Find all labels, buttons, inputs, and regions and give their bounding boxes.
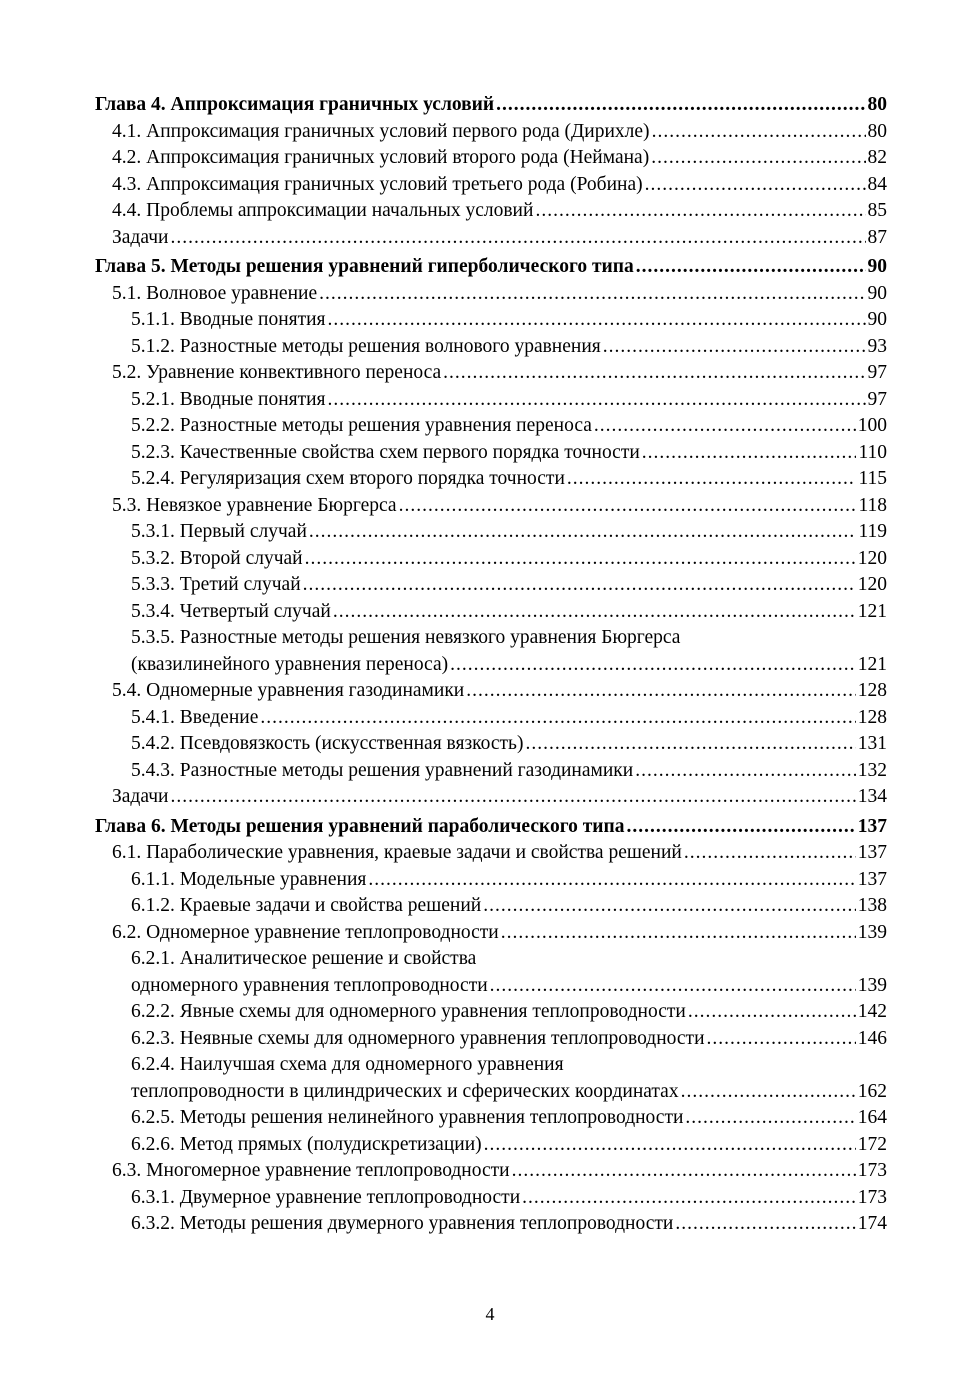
toc-chapter-entry[interactable] (95, 814, 887, 841)
toc-entry-title: 4.1. Аппроксимация граничных условий первого рода (Дирихле) (112, 120, 650, 142)
toc-entry-page: 110 (858, 441, 887, 463)
toc-entry-page: 82 (867, 147, 887, 168)
toc-entry-title: 6.1.1. Модельные уравнения (131, 868, 367, 890)
toc-entry[interactable] (95, 119, 887, 146)
toc-entry[interactable] (95, 1079, 887, 1106)
toc-entry[interactable] (95, 413, 887, 440)
toc-entry-title: 5.2. Уравнение конвективного переноса (112, 362, 442, 383)
toc-entry[interactable] (95, 360, 887, 387)
toc-entry-page: 146 (857, 1027, 887, 1049)
toc-entry-title: 5.3.2. Второй случай (131, 547, 303, 569)
dot-leader (567, 466, 857, 493)
toc-entry-page: 173 (857, 1160, 887, 1181)
toc-entry-title: 4.3. Аппроксимация граничных условий третьего рода (Робина) (112, 173, 643, 195)
dot-leader (483, 893, 856, 920)
toc-entry[interactable] (95, 198, 887, 225)
toc-entry[interactable] (95, 572, 887, 599)
toc-entry-title: 5.4.1. Введение (131, 706, 259, 728)
toc-entry-page: 80 (867, 94, 887, 115)
toc-entry-title: 5.1.1. Вводные понятия (131, 309, 326, 330)
toc-chapter-entry[interactable] (95, 92, 887, 119)
toc-entry-title: Задачи (112, 786, 169, 807)
toc-entry-title: 6.2.6. Метод прямых (полудискретизации) (131, 1133, 482, 1155)
toc-entry-page: 87 (867, 226, 887, 248)
toc-entry-page: 121 (857, 653, 887, 675)
dot-leader (260, 705, 855, 732)
page-number: 4 (485, 1304, 495, 1324)
toc-entry-page: 120 (857, 547, 887, 569)
toc-entry-page: 93 (867, 335, 887, 357)
toc-entry[interactable] (95, 840, 887, 867)
toc-entry-title: Глава 4. Аппроксимация граничных условий (95, 94, 495, 115)
toc-entry[interactable] (95, 999, 887, 1026)
toc-entry-title: 6.2.2. Явные схемы для одномерного уравнения теплопроводности (131, 1001, 686, 1022)
dot-leader (627, 814, 856, 841)
toc-entry[interactable] (95, 493, 887, 520)
toc-entry-page: 132 (857, 759, 887, 781)
dot-leader (636, 254, 866, 281)
dot-leader (685, 1105, 855, 1132)
toc-entry-title: 5.4.2. Псевдовязкость (искусственная вязкость) (131, 733, 524, 754)
dot-leader (603, 334, 866, 361)
toc-entry-page: 97 (867, 362, 887, 383)
table-of-contents (95, 92, 887, 1238)
toc-entry[interactable] (95, 1052, 887, 1079)
toc-entry[interactable] (95, 466, 887, 493)
toc-entry[interactable] (95, 1105, 887, 1132)
toc-entry-page: 142 (857, 1001, 887, 1022)
toc-entry-title: 4.4. Проблемы аппроксимации начальных условий (112, 200, 534, 221)
toc-entry-page: 173 (857, 1186, 887, 1208)
toc-entry-page: 162 (857, 1080, 887, 1102)
toc-entry-page: 100 (857, 415, 887, 436)
toc-entry[interactable] (95, 946, 887, 973)
toc-entry[interactable] (95, 625, 887, 652)
toc-entry-title: 6.3.2. Методы решения двумерного уравнения теплопроводности (131, 1213, 674, 1234)
toc-entry-page: 139 (857, 974, 887, 996)
toc-entry-page: 174 (857, 1213, 887, 1234)
toc-entry-page: 139 (857, 921, 887, 943)
toc-entry[interactable] (95, 440, 887, 467)
toc-entry[interactable] (95, 387, 887, 414)
toc-entry[interactable] (95, 334, 887, 361)
toc-entry-title: 6.3. Многомерное уравнение теплопроводности (112, 1160, 510, 1181)
toc-entry-page: 137 (857, 842, 887, 863)
toc-entry[interactable] (95, 973, 887, 1000)
toc-entry-title: 5.3.5. Разностные методы решения невязкого уравнения Бюргерса (131, 627, 681, 648)
toc-entry[interactable] (95, 1158, 887, 1185)
toc-entry-title: 5.3.3. Третий случай (131, 574, 301, 595)
toc-entry-title: 4.2. Аппроксимация граничных условий второго рода (Неймана) (112, 147, 650, 168)
toc-entry[interactable] (95, 758, 887, 785)
toc-entry-page: 128 (857, 706, 887, 728)
dot-leader (328, 307, 866, 334)
toc-entry-title: 5.2.2. Разностные методы решения уравнения переноса (131, 415, 592, 436)
toc-entry-title: 6.1. Параболические уравнения, краевые задачи и свойства решений (112, 842, 682, 863)
dot-leader (522, 1185, 856, 1212)
toc-entry-page: 80 (867, 120, 887, 142)
toc-entry-title: 6.2. Одномерное уравнение теплопроводности (112, 921, 499, 943)
toc-entry-title: 6.2.4. Наилучшая схема для одномерного уравнения (131, 1054, 564, 1075)
dot-leader (368, 867, 855, 894)
toc-entry[interactable] (95, 920, 887, 947)
dot-leader (484, 1132, 856, 1159)
dot-leader (535, 198, 865, 225)
dot-leader (399, 493, 857, 520)
toc-entry[interactable] (95, 731, 887, 758)
dot-leader (512, 1158, 856, 1185)
toc-entry[interactable] (95, 307, 887, 334)
toc-entry-title: 6.2.3. Неявные схемы для одномерного уравнения теплопроводности (131, 1027, 705, 1049)
toc-entry-page: 85 (867, 200, 887, 221)
toc-entry[interactable] (95, 1211, 887, 1238)
toc-entry[interactable] (95, 705, 887, 732)
toc-entry-title: 5.1.2. Разностные методы решения волнового уравнения (131, 335, 601, 357)
dot-leader (707, 1026, 856, 1053)
toc-entry-page: 137 (857, 815, 887, 837)
dot-leader (309, 519, 857, 546)
toc-entry-page: 119 (858, 521, 887, 542)
toc-entry-title: 5.3.4. Четвертый случай (131, 600, 331, 622)
dot-leader (501, 920, 856, 947)
toc-entry-title: 5.1. Волновое уравнение (112, 282, 318, 304)
dot-leader (635, 758, 856, 785)
dot-leader (645, 172, 866, 199)
toc-entry-page: 97 (867, 388, 887, 410)
dot-leader (496, 92, 865, 119)
dot-leader (652, 119, 866, 146)
toc-entry-title: 6.2.5. Методы решения нелинейного уравнения теплопроводности (131, 1107, 684, 1128)
toc-entry-page: 128 (857, 680, 887, 701)
toc-entry-page: 134 (857, 786, 887, 807)
dot-leader (651, 145, 865, 172)
toc-entry-title: 5.3. Невязкое уравнение Бюргерса (112, 494, 397, 516)
toc-entry-page: 90 (867, 309, 887, 330)
toc-entry[interactable] (95, 225, 887, 252)
toc-entry[interactable] (95, 145, 887, 172)
toc-entry-title: Задачи (112, 226, 169, 248)
toc-entry-page: 131 (857, 733, 887, 754)
dot-leader (466, 678, 856, 705)
toc-entry-title: 5.3.1. Первый случай (131, 521, 307, 542)
toc-entry[interactable] (95, 1132, 887, 1159)
toc-entry-title: 6.1.2. Краевые задачи и свойства решений (131, 895, 482, 916)
dot-leader (642, 440, 857, 467)
dot-leader (688, 999, 856, 1026)
toc-entry-title: (квазилинейного уравнения переноса) (131, 653, 449, 675)
toc-entry[interactable] (95, 519, 887, 546)
toc-entry[interactable] (95, 281, 887, 308)
dot-leader (675, 1211, 855, 1238)
dot-leader (305, 546, 856, 573)
toc-entry[interactable] (95, 599, 887, 626)
dot-leader (328, 387, 866, 414)
toc-entry-page: 84 (867, 173, 887, 195)
toc-entry-page: 172 (857, 1133, 887, 1155)
dot-leader (333, 599, 856, 626)
toc-entry-page: 115 (858, 468, 887, 489)
toc-entry-title: 5.2.3. Качественные свойства схем первого порядка точности (131, 441, 640, 463)
toc-entry-page: 121 (857, 600, 887, 622)
dot-leader (170, 225, 865, 252)
toc-entry-page: 90 (867, 256, 887, 277)
toc-entry-title: 5.2.1. Вводные понятия (131, 388, 326, 410)
toc-entry-page: 138 (857, 895, 887, 916)
toc-entry-title: 5.4.3. Разностные методы решения уравнений газодинамики (131, 759, 634, 781)
toc-entry[interactable] (95, 1185, 887, 1212)
toc-entry[interactable] (95, 1026, 887, 1053)
toc-entry-title: теплопроводности в цилиндрических и сферических координатах (131, 1080, 679, 1102)
toc-entry-page: 164 (857, 1107, 887, 1128)
toc-entry[interactable] (95, 867, 887, 894)
toc-entry[interactable] (95, 652, 887, 679)
dot-leader (684, 840, 856, 867)
toc-entry-title: одномерного уравнения теплопроводности (131, 974, 488, 996)
toc-chapter-entry[interactable] (95, 254, 887, 281)
toc-entry-page: 90 (867, 282, 887, 304)
toc-entry[interactable] (95, 172, 887, 199)
toc-entry[interactable] (95, 678, 887, 705)
dot-leader (170, 784, 855, 811)
toc-entry-title: Глава 6. Методы решения уравнений параболического типа (95, 815, 625, 837)
dot-leader (450, 652, 856, 679)
toc-entry-page: 137 (857, 868, 887, 890)
toc-entry[interactable] (95, 893, 887, 920)
dot-leader (525, 731, 855, 758)
toc-entry-title: 5.4. Одномерные уравнения газодинамики (112, 680, 465, 701)
toc-entry-title: 5.2.4. Регуляризация схем второго порядка точности (131, 468, 565, 489)
dot-leader (490, 973, 856, 1000)
toc-entry-page: 120 (857, 574, 887, 595)
toc-entry-title: 6.2.1. Аналитическое решение и свойства (131, 948, 477, 969)
dot-leader (443, 360, 865, 387)
toc-entry-title: Глава 5. Методы решения уравнений гиперболического типа (95, 256, 634, 277)
toc-entry-title: 6.3.1. Двумерное уравнение теплопроводности (131, 1186, 521, 1208)
dot-leader (594, 413, 856, 440)
toc-entry[interactable] (95, 784, 887, 811)
dot-leader (681, 1079, 856, 1106)
dot-leader (319, 281, 865, 308)
dot-leader (303, 572, 856, 599)
toc-entry[interactable] (95, 546, 887, 573)
toc-entry-page: 118 (858, 494, 887, 516)
